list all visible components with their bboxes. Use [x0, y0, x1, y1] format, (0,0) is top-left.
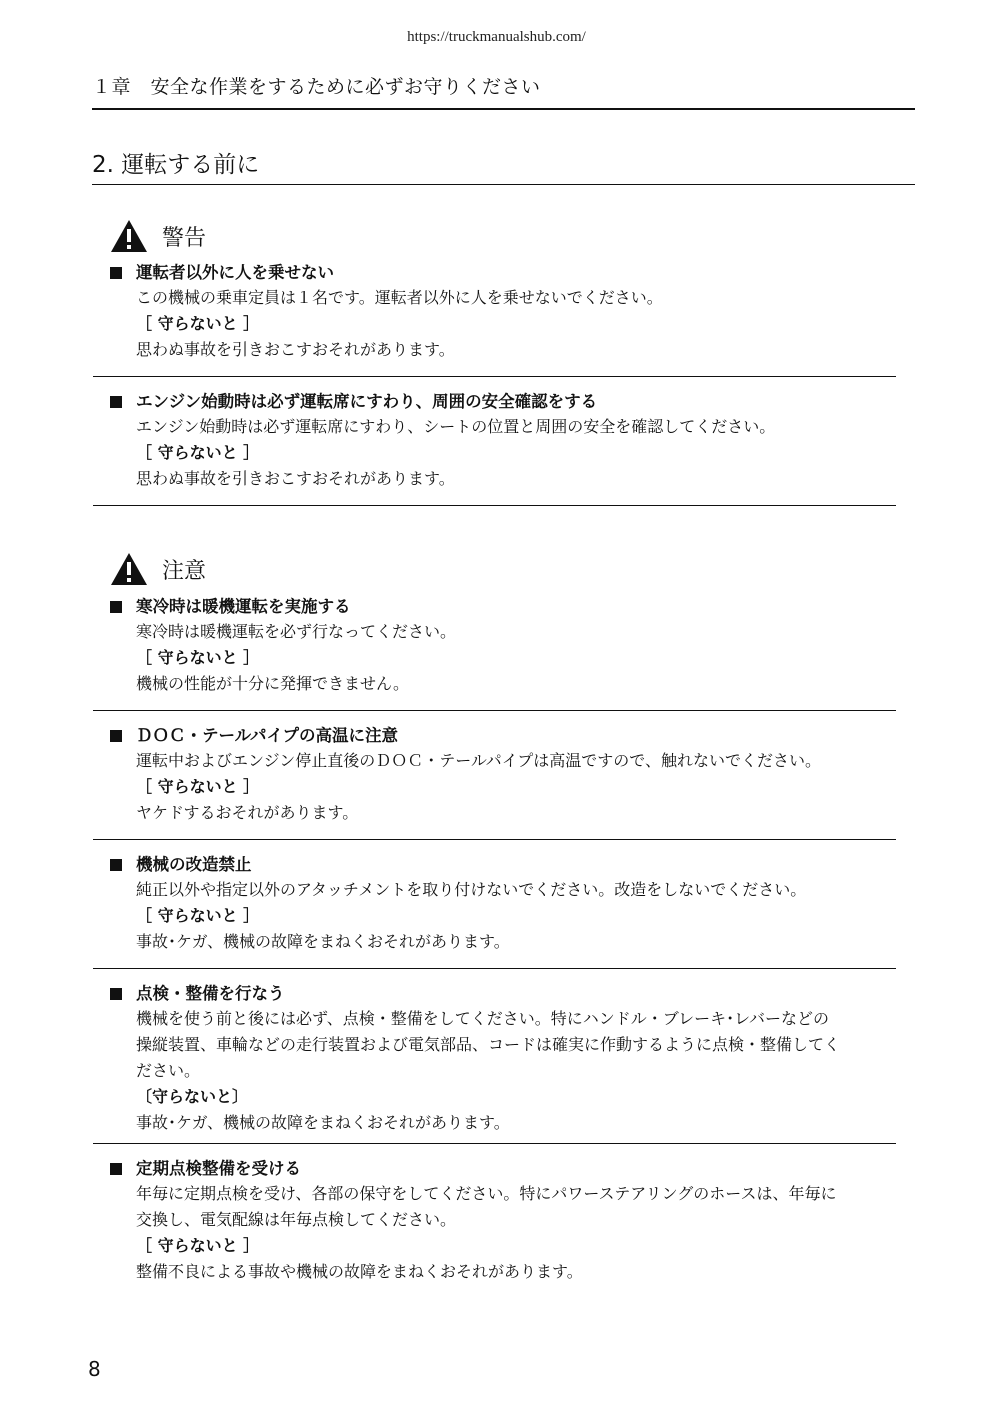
item-heading: 運転者以外に人を乗せない — [136, 263, 334, 282]
square-bullet-icon — [110, 267, 122, 279]
warning-item-1 — [108, 261, 908, 363]
warning-header — [110, 216, 206, 256]
item-heading: エンジン始動時は必ず運転席にすわり、周囲の安全確認をする — [136, 392, 598, 411]
item-divider — [93, 376, 896, 377]
square-bullet-icon — [110, 988, 122, 1000]
consequence-text: 事故･ケガ、機械の故障をまねくおそれがあります。 — [136, 932, 510, 951]
caution-item-3 — [108, 853, 908, 955]
warning-label: 警告 — [162, 225, 207, 251]
consequence-label: ［ 守らないと ］ — [136, 314, 260, 333]
consequence-label: ［ 守らないと ］ — [136, 443, 260, 462]
item-text: ださい。 — [136, 1061, 201, 1080]
item-divider — [93, 839, 896, 840]
square-bullet-icon — [110, 396, 122, 408]
warning-triangle-icon — [110, 551, 148, 587]
item-divider — [93, 1143, 896, 1144]
item-text: 操縦装置、車輪などの走行装置および電気部品、コードは確実に作動するように点検・整備してく — [136, 1035, 841, 1054]
consequence-label: ［ 守らないと ］ — [136, 777, 260, 796]
caution-item-4 — [108, 982, 908, 1136]
item-divider — [93, 710, 896, 711]
item-heading: 寒冷時は暖機運転を実施する — [136, 597, 351, 616]
consequence-text: 思わぬ事故を引きおこすおそれがあります。 — [136, 469, 455, 488]
square-bullet-icon — [110, 730, 122, 742]
item-text: この機械の乗車定員は１名です。運転者以外に人を乗せないでください。 — [136, 288, 663, 307]
consequence-label: 〔守らないと〕 — [136, 1087, 249, 1106]
consequence-label: ［ 守らないと ］ — [136, 648, 260, 667]
item-text: 純正以外や指定以外のアタッチメントを取り付けないでください。改造をしないでください。 — [136, 880, 807, 899]
consequence-text: 思わぬ事故を引きおこすおそれがあります。 — [136, 340, 455, 359]
source-url: https://truckmanualshub.com/ — [407, 29, 586, 45]
item-heading: 機械の改造禁止 — [136, 855, 252, 874]
item-heading: 点検・整備を行なう — [136, 984, 285, 1003]
square-bullet-icon — [110, 1163, 122, 1175]
consequence-label: ［ 守らないと ］ — [136, 906, 260, 925]
chapter-rule — [92, 108, 915, 110]
caution-item-2 — [108, 724, 908, 826]
caution-item-5 — [108, 1157, 908, 1285]
page-number: 8 — [88, 1357, 101, 1381]
item-heading: 定期点検整備を受ける — [136, 1159, 301, 1178]
item-text: エンジン始動時は必ず運転席にすわり、シートの位置と周囲の安全を確認してください。 — [136, 417, 776, 436]
caution-label: 注意 — [162, 558, 207, 584]
square-bullet-icon — [110, 859, 122, 871]
consequence-label: ［ 守らないと ］ — [136, 1236, 260, 1255]
section-title: 2. 運転する前に — [92, 152, 260, 178]
item-text: 機械を使う前と後には必ず、点検・整備をしてください。特にハンドル・ブレーキ･レバーなどの — [136, 1009, 829, 1028]
item-text: 年毎に定期点検を受け、各部の保守をしてください。特にパワーステアリングのホースは、年毎に — [136, 1184, 837, 1203]
item-text: 交換し、電気配線は年毎点検してください。 — [136, 1210, 457, 1229]
caution-item-1 — [108, 595, 908, 697]
consequence-text: ヤケドするおそれがあります。 — [136, 803, 359, 822]
item-divider — [93, 505, 896, 506]
consequence-text: 機械の性能が十分に発揮できません。 — [136, 674, 409, 693]
consequence-text: 事故･ケガ、機械の故障をまねくおそれがあります。 — [136, 1113, 510, 1132]
warning-item-2 — [108, 390, 908, 492]
warning-triangle-icon — [110, 218, 148, 254]
item-heading: ＤＯＣ・テールパイプの高温に注意 — [136, 726, 399, 745]
caution-header — [110, 549, 206, 589]
consequence-text: 整備不良による事故や機械の故障をまねくおそれがあります。 — [136, 1262, 583, 1281]
section-rule — [92, 184, 915, 185]
chapter-title: １章 安全な作業をするために必ずお守りください — [92, 76, 541, 98]
item-text: 運転中およびエンジン停止直後のＤＯＣ・テールパイプは高温ですので、触れないでください。 — [136, 751, 821, 770]
item-divider — [93, 968, 896, 969]
square-bullet-icon — [110, 601, 122, 613]
item-text: 寒冷時は暖機運転を必ず行なってください。 — [136, 622, 457, 641]
